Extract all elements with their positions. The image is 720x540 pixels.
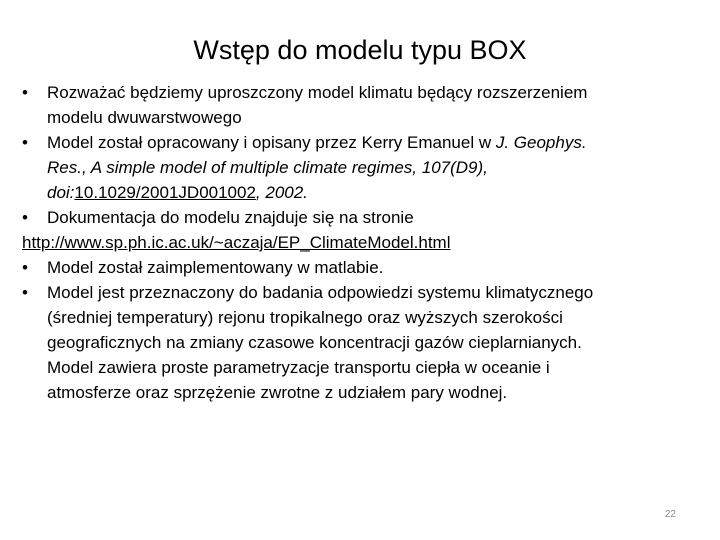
bullet-item-reference xyxy=(22,130,702,205)
bullet-icon: • xyxy=(22,83,28,102)
url-line xyxy=(22,230,702,255)
bullet-icon: • xyxy=(22,208,28,227)
bullet-text-line: Rozważać będziemy uproszczony model klimatu będący rozszerzeniem xyxy=(47,83,588,102)
bullet-text-line: atmosferze oraz sprzężenie zwrotne z udziałem pary wodnej. xyxy=(47,383,508,402)
bullet-item-matlab xyxy=(22,255,702,280)
bullet-text-line: (średniej temperatury) rejonu tropikalnego oraz wyższych szerokości xyxy=(47,308,563,327)
bullet-item-intro xyxy=(22,80,702,130)
citation-year: , 2002. xyxy=(255,183,308,202)
bullet-item-docs xyxy=(22,205,702,255)
journal-name: J. Geophys. xyxy=(495,133,587,152)
doi-link[interactable]: 10.1029/2001JD001002 xyxy=(74,183,256,202)
bullet-text-line: Model został zaimplementowany w matlabie. xyxy=(47,258,384,277)
bullet-item-purpose xyxy=(22,280,702,405)
citation-text: Res., A simple model of multiple climate regimes, 107(D9), xyxy=(47,158,488,177)
bullet-text-line xyxy=(47,180,702,205)
bullet-text-line: modelu dwuwarstwowego xyxy=(47,108,242,127)
bullet-text-line: Dokumentacja do modelu znajduje się na stronie xyxy=(47,208,414,227)
bullet-text-line xyxy=(47,130,702,155)
bullet-text-line xyxy=(47,155,702,180)
bullet-item-docs-text xyxy=(22,205,702,230)
page-number: 22 xyxy=(664,509,676,520)
bullet-text-line: geograficznych na zmiany czasowe koncentracji gazów cieplarnianych. xyxy=(47,333,582,352)
bullet-text-line: Model zawiera proste parametryzacje transportu ciepła w oceanie i xyxy=(47,358,550,377)
doi-label: doi: xyxy=(47,183,75,202)
bullet-list xyxy=(22,80,702,405)
bullet-icon: • xyxy=(22,258,28,277)
bullet-icon: • xyxy=(22,133,28,152)
documentation-url-link[interactable]: http://www.sp.ph.ic.ac.uk/~aczaja/EP_ClimateModel.html xyxy=(22,233,451,252)
bullet-text: Model został opracowany i opisany przez Kerry Emanuel w xyxy=(47,133,496,152)
slide-title: Wstęp do modelu typu BOX xyxy=(193,35,527,65)
bullet-text-line: Model jest przeznaczony do badania odpowiedzi systemu klimatycznego xyxy=(47,283,594,302)
bullet-icon: • xyxy=(22,283,28,302)
